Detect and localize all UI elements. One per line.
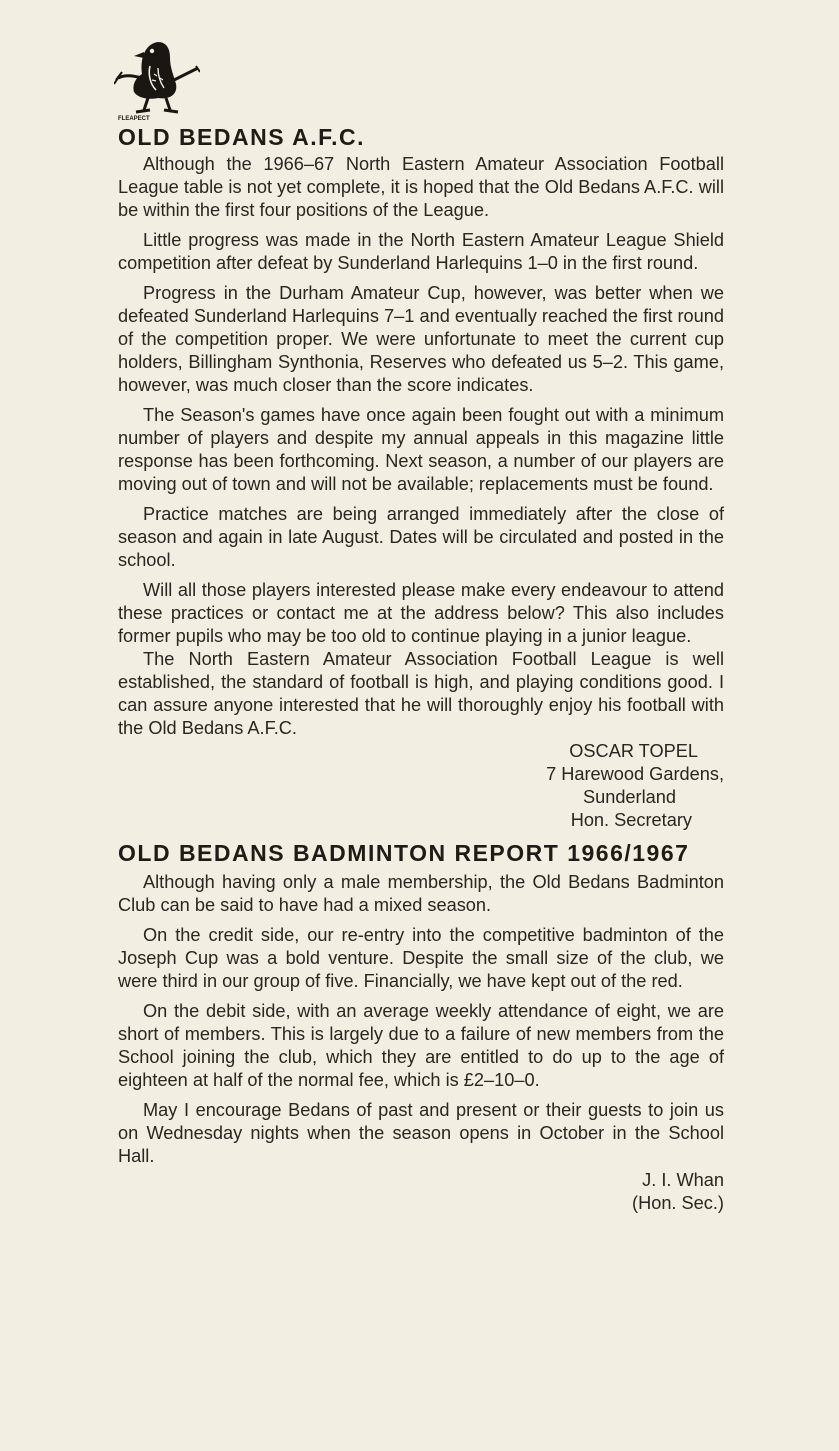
afc-paragraph-7: The North Eastern Amateur Association Football League is well established, the standard of football is high, and playing conditions good. I can assure anyone interested that he will thoroughly enjoy his football with the Old Bedans A.F.C. — [118, 649, 724, 738]
afc-signature-address-line1: 7 Harewood Gardens, — [546, 764, 724, 784]
afc-section — [118, 124, 724, 832]
afc-signature-role: Hon. Secretary — [570, 810, 692, 830]
afc-signature-name: OSCAR TOPEL — [569, 741, 698, 761]
penguin-mascot-icon — [114, 38, 200, 122]
afc-paragraph-4: The Season's games have once again been fought out with a minimum number of players and despite my annual appeals in this magazine little response has been forthcoming. Next season, a number of our players are moving out of town and will not be available; replacements must be found. — [118, 405, 724, 494]
afc-paragraph-5: Practice matches are being arranged immediately after the close of season and again in late August. Dates will be circulated and posted in the school. — [118, 504, 724, 570]
afc-heading: OLD BEDANS A.F.C. — [118, 124, 365, 150]
article-column — [118, 124, 724, 1215]
badminton-signature-role: (Hon. Sec.) — [632, 1193, 724, 1213]
logo-caption: FLEAPECT — [118, 116, 150, 122]
afc-paragraph-2: Little progress was made in the North Eastern Amateur League Shield competition after defeat by Sunderland Harlequins 1–0 in the first round. — [118, 230, 724, 273]
badminton-paragraph-1: Although having only a male membership, the Old Bedans Badminton Club can be said to have had a mixed season. — [118, 872, 724, 915]
badminton-heading: OLD BEDANS BADMINTON REPORT 1966/1967 — [118, 840, 690, 866]
club-logo — [114, 38, 200, 122]
badminton-signature-name: J. I. Whan — [642, 1170, 724, 1190]
afc-signature-address-line2: Sunderland — [582, 787, 676, 807]
badminton-paragraph-2: On the credit side, our re-entry into the competitive badminton of the Joseph Cup was a bold venture. Despite the small size of the club, we were third in our group of five. Financially, we have kept out of the red. — [118, 925, 724, 991]
afc-paragraph-3: Progress in the Durham Amateur Cup, however, was better when we defeated Sunderland Harlequins 7–1 and eventually reached the first round of the competition proper. We were unfortunate to meet the current cup holders, Billingham Synthonia, Reserves who defeated us 5–2. This game, however, was much closer than the score indicates. — [118, 283, 724, 395]
afc-paragraph-6: Will all those players interested please make every endeavour to attend these practices or contact me at the address below? This also includes former pupils who may be too old to continue playing in a junior league. — [118, 580, 724, 646]
badminton-paragraph-4: May I encourage Bedans of past and present or their guests to join us on Wednesday nights when the season opens in October in the School Hall. — [118, 1100, 724, 1166]
badminton-paragraph-3: On the debit side, with an average weekly attendance of eight, we are short of members. This is largely due to a failure of new members from the School joining the club, which they are entitled to do up to the age of eighteen at half of the normal fee, which is £2–10–0. — [118, 1001, 724, 1090]
afc-signature — [118, 740, 724, 832]
badminton-signature — [118, 1169, 724, 1215]
badminton-section — [118, 840, 724, 1215]
afc-paragraph-1: Although the 1966–67 North Eastern Amateur Association Football League table is not yet complete, it is hoped that the Old Bedans A.F.C. will be within the first four positions of the League. — [118, 154, 724, 220]
